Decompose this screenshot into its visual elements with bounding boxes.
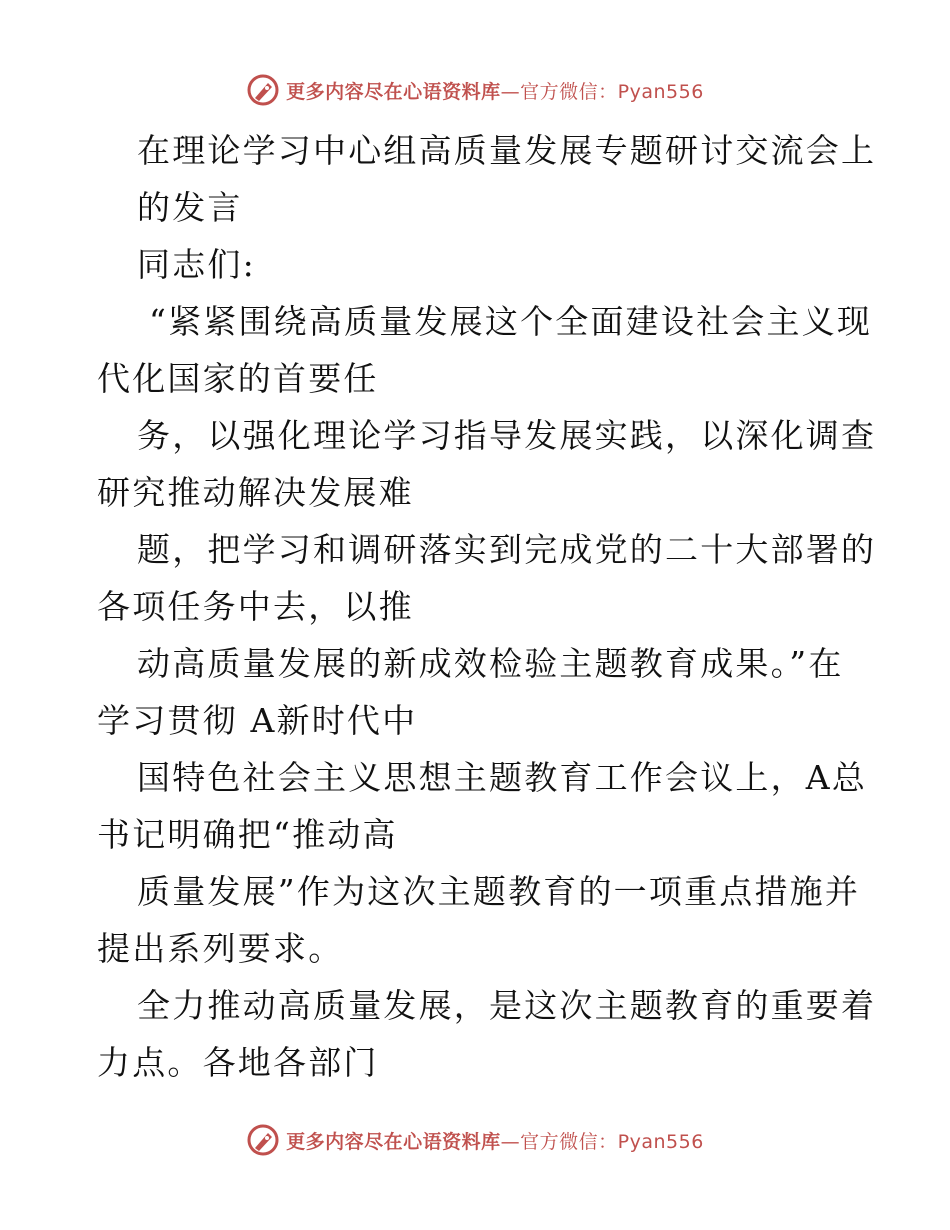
paragraph-line: 全力推动高质量发展，是这次主题教育的重要着 xyxy=(137,986,877,1025)
footer-separator: — xyxy=(500,1130,521,1153)
paragraph-line: 题，把学习和调研落实到完成党的二十大部署的 xyxy=(137,530,877,569)
footer-wechat-text: 官方微信：Pyan556 xyxy=(520,1130,704,1153)
title-line-2: 的发言 xyxy=(137,188,243,227)
paragraph-line: 学习贯彻 A新时代中 xyxy=(97,701,418,740)
paragraph-line: 质量发展”作为这次主题教育的一项重点措施并 xyxy=(137,872,861,911)
paragraph-line: 动高质量发展的新成效检验主题教育成果。”在 xyxy=(137,644,844,683)
paragraph-line: 国特色社会主义思想主题教育工作会议上，A总 xyxy=(137,758,868,797)
pen-nib-logo-icon xyxy=(246,73,280,107)
header-banner-text xyxy=(286,77,704,104)
salutation: 同志们: xyxy=(137,245,256,284)
document-body xyxy=(97,122,877,1091)
footer-banner-text xyxy=(286,1127,704,1154)
header-separator: — xyxy=(500,80,521,103)
footer-brand-text: 更多内容尽在心语资料库 xyxy=(286,1130,501,1153)
header-banner xyxy=(0,70,950,110)
pen-nib-logo-icon xyxy=(246,1123,280,1157)
paragraph-line: “紧紧围绕高质量发展这个全面建设社会主义现 xyxy=(149,302,873,341)
paragraph-line: 研究推动解决发展难 xyxy=(97,473,414,512)
paragraph-line: 书记明确把“推动高 xyxy=(97,815,398,854)
paragraph-line: 代化国家的首要任 xyxy=(97,359,379,398)
paragraph-line: 各项任务中去，以推 xyxy=(97,587,414,626)
title-line-1: 在理论学习中心组高质量发展专题研讨交流会上 xyxy=(137,131,877,170)
paragraph-line: 务，以强化理论学习指导发展实践，以深化调查 xyxy=(137,416,877,455)
header-brand-text: 更多内容尽在心语资料库 xyxy=(286,80,501,103)
paragraph-line: 提出系列要求。 xyxy=(97,929,344,968)
paragraph-line: 力点。各地各部门 xyxy=(97,1043,379,1082)
footer-banner xyxy=(0,1120,950,1160)
header-wechat-text: 官方微信：Pyan556 xyxy=(520,80,704,103)
